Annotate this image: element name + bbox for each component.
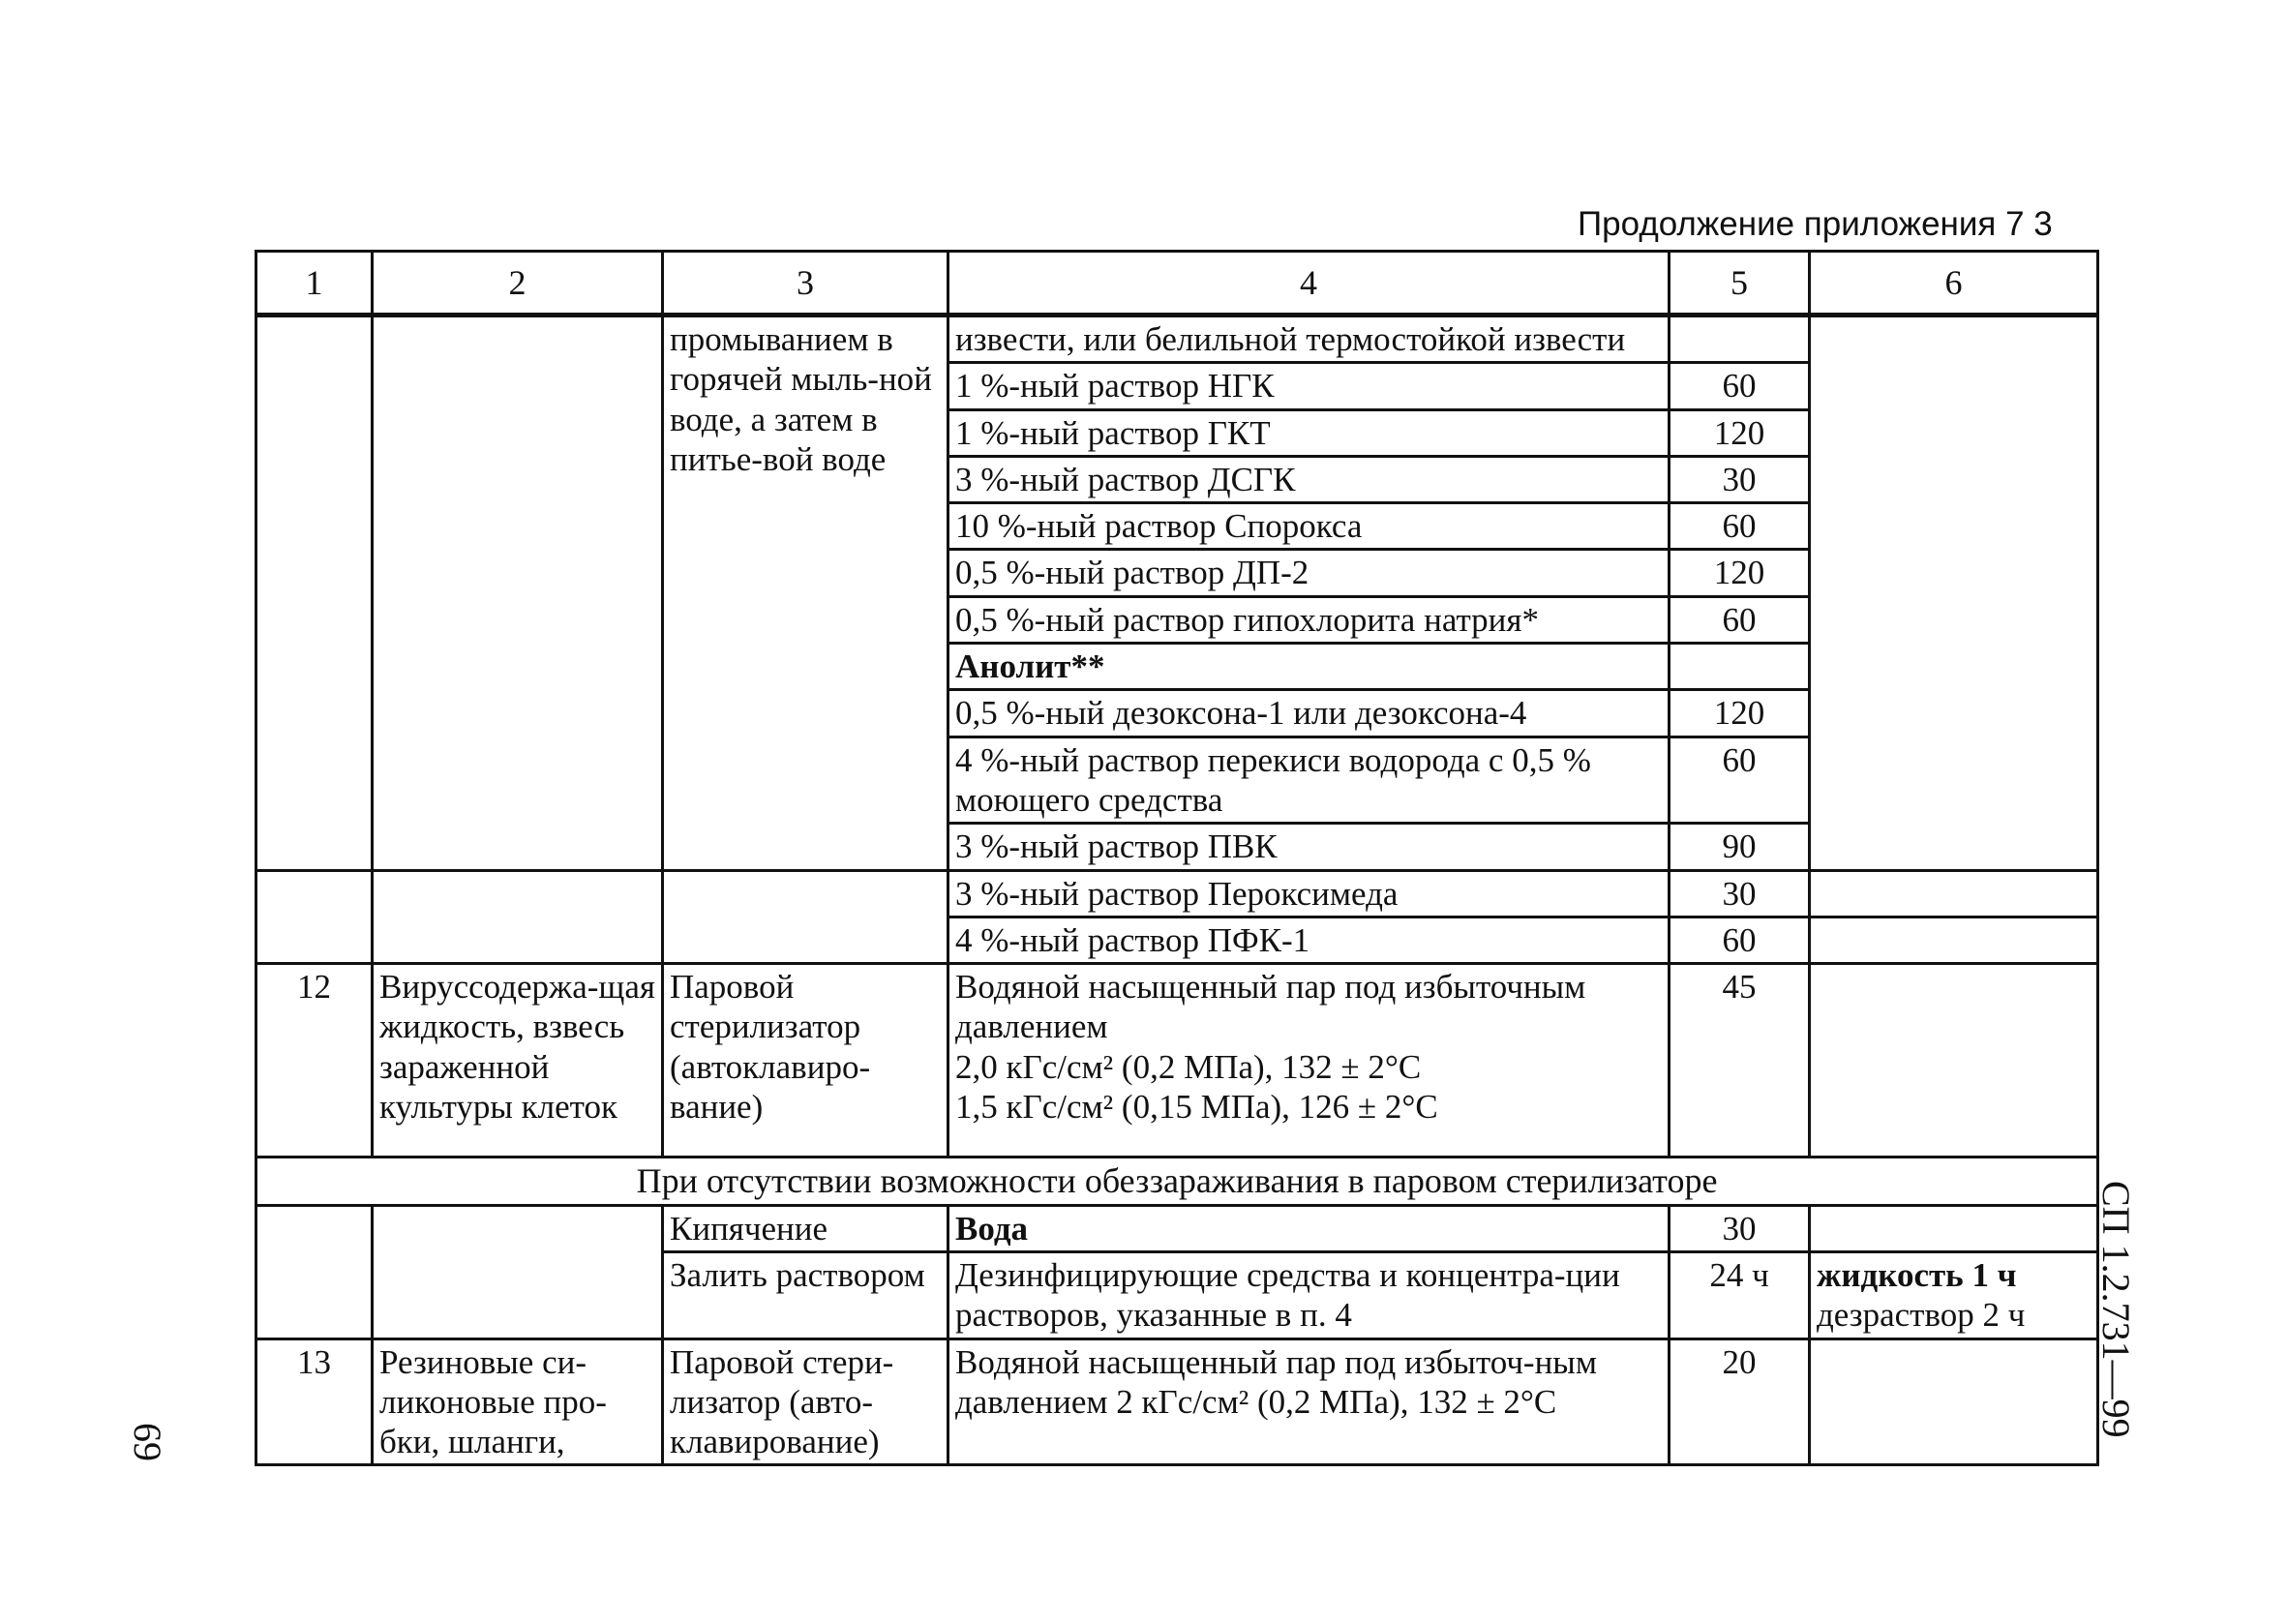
table-cell [1810,964,2098,1158]
table-cell [1810,870,2098,917]
row-number: 13 [256,1338,373,1465]
table-row [256,316,2098,363]
section-subheading: При отсутствии возможности обеззараживания в паровом стерилизаторе [256,1158,2098,1205]
table-cell [256,870,373,964]
table-cell [1810,316,2098,871]
agent-cell: 1 %-ный раствор ГКТ [948,409,1670,456]
time-cell [1670,316,1810,363]
table-caption: Продолжение приложения 7 3 [1578,205,2053,243]
table-cell [663,870,948,964]
time-cell: 120 [1670,690,1810,737]
agent-cell: 0,5 %-ный раствор гипохлорита натрия* [948,596,1670,643]
agent-cell: 0,5 %-ный раствор ДП-2 [948,550,1670,596]
table-cell [1810,1338,2098,1465]
table-cell [373,316,663,871]
note-cell [1810,1251,2098,1338]
table-cell [373,870,663,964]
agent-line: 2,0 кГс/см² (0,2 МПа), 132 ± 2°С [955,1047,1422,1086]
agent-cell: 4 %-ный раствор перекиси водорода с 0,5 % моющего средства [948,737,1670,824]
header-cell: 3 [663,252,948,316]
agent-cell: 10 %-ный раствор Спорокса [948,503,1670,550]
agent-cell: 3 %-ный раствор ДСГК [948,456,1670,502]
time-cell: 60 [1670,596,1810,643]
table-cell [256,1205,373,1338]
agent-line: Водяной насыщенный пар под избыточным давлением [955,968,1586,1046]
table-row [256,870,2098,917]
method-cell: Кипячение [663,1205,948,1251]
object-cell: Резиновые си-ликоновые про-бки, шланги, [373,1338,663,1465]
header-cell: 1 [256,252,373,316]
table-cell [1810,917,2098,963]
table-row [256,1158,2098,1205]
table-cell [373,1205,663,1338]
method-cell: промыванием в горячей мыль-ной воде, а затем в питье-вой воде [663,316,948,871]
header-cell: 2 [373,252,663,316]
agent-cell: Вода [948,1205,1670,1251]
time-cell: 30 [1670,456,1810,502]
method-cell: Паровой стери-лизатор (авто-клавирование) [663,1338,948,1465]
table-cell [1810,1205,2098,1251]
agent-cell: 0,5 %-ный дезоксона-1 или дезоксона-4 [948,690,1670,737]
object-cell: Вируссодержа-щая жидкость, взвесь зараженной культуры клеток [373,964,663,1158]
agent-cell: 3 %-ный раствор ПВК [948,824,1670,870]
disinfection-table [255,250,2099,1466]
header-cell: 6 [1810,252,2098,316]
time-cell: 24 ч [1670,1251,1810,1338]
agent-line: 1,5 кГс/см² (0,15 МПа), 126 ± 2°С [955,1088,1438,1127]
method-cell: Паровой стерилизатор (автоклавиро-вание) [663,964,948,1158]
time-cell: 30 [1670,870,1810,917]
table-row [256,964,2098,1158]
agent-cell: Анолит** [948,644,1670,690]
header-cell: 4 [948,252,1670,316]
agent-cell: 3 %-ный раствор Пероксимеда [948,870,1670,917]
time-cell: 90 [1670,824,1810,870]
table-row [256,1205,2098,1251]
method-cell: Залить раствором [663,1251,948,1338]
time-cell: 60 [1670,363,1810,409]
time-cell: 60 [1670,917,1810,963]
row-number: 12 [256,964,373,1158]
document-code: СП 1.2.731—99 [2094,1181,2138,1438]
time-cell: 20 [1670,1338,1810,1465]
agent-cell: Дезинфицирующие средства и концентра-ции растворов, указанные в п. 4 [948,1251,1670,1338]
time-cell [1670,644,1810,690]
table-row [256,1338,2098,1465]
time-cell: 45 [1670,964,1810,1158]
page-number: 69 [126,1423,169,1461]
table-cell [256,316,373,871]
time-cell: 60 [1670,737,1810,824]
header-row [256,252,2098,316]
agent-cell: Водяной насыщенный пар под избыточ-ным давлением 2 кГс/см² (0,2 МПа), 132 ± 2°С [948,1338,1670,1465]
agent-cell: извести, или белильной термостойкой извести [948,316,1670,363]
note-line: жидкость 1 ч [1817,1255,2017,1294]
note-line: дезраствор 2 ч [1817,1296,2026,1335]
time-cell: 60 [1670,503,1810,550]
time-cell: 30 [1670,1205,1810,1251]
agent-cell [948,964,1670,1158]
header-cell: 5 [1670,252,1810,316]
agent-cell: 4 %-ный раствор ПФК-1 [948,917,1670,963]
time-cell: 120 [1670,409,1810,456]
time-cell: 120 [1670,550,1810,596]
agent-cell: 1 %-ный раствор НГК [948,363,1670,409]
